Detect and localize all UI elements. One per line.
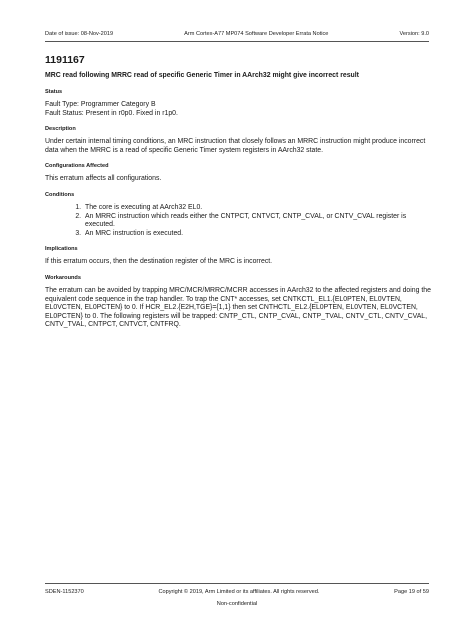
- implications-text: If this erratum occurs, then the destination register of the MRC is incorrect.: [45, 258, 273, 266]
- issue-date: Date of issue: 08-Nov-2019: [45, 31, 114, 37]
- erratum-id: 1191167: [45, 54, 85, 66]
- configurations-heading: Configurations Affected: [45, 163, 109, 170]
- page-footer: [45, 589, 429, 595]
- erratum-title: MRC read following MRRC read of specific Generic Timer in AArch32 might give incorrect result: [45, 72, 359, 79]
- copyright-notice: Copyright © 2019, Arm Limited or its affiliates. All rights reserved.: [158, 589, 320, 595]
- document-id: SDEN-1152370: [45, 589, 84, 595]
- footer-divider: [45, 583, 429, 584]
- fault-type: Fault Type: Programmer Category B: [45, 101, 156, 108]
- configurations-text: This erratum affects all configurations.: [45, 175, 162, 183]
- confidentiality-label: Non-confidential: [216, 601, 258, 607]
- page-content: [45, 54, 432, 338]
- fault-status: Fault Status: Present in r0p0. Fixed in r1p0.: [45, 109, 178, 117]
- page-header: [45, 31, 429, 37]
- conditions-list: [45, 204, 432, 238]
- workarounds-text: The erratum can be avoided by trapping MRC/MCR/MRRC/MCRR accesses in AArch32 to the affected registers and doing the equivalent code sequence in the trap handler. To trap the CNT* accesses, set CNTKCTL_EL1.{EL0PTEN, EL0VTEN, EL0VCTEN, EL0PCTEN} to 0. If HCR_EL2.{E2H,TGE}={1,1} then set CNTHCTL_EL2.{EL0PTEN, EL0VTEN, EL0VCTEN, EL0PCTEN} to 0. The following registers will be trapped: CNTP_CTL, CNTP_CVAL, CNTP_TVAL, CNTV_CTL, CNTV_CVAL, CNTV_TVAL, CNTPCT, CNTVCT, CNTFRQ.: [45, 286, 431, 329]
- conditions-heading: Conditions: [45, 191, 75, 198]
- condition-item: 3. An MRC instruction is executed.: [83, 230, 432, 239]
- header-divider: [45, 41, 429, 42]
- document-version: Version: 9.0: [399, 31, 429, 37]
- description-text: Under certain internal timing conditions, an MRC instruction that closely follows an MRRC instruction might produce incorrect data when the MRRC is a read of specific Generic Timer system registers in AArch32 state.: [45, 138, 426, 154]
- condition-item: 1. The core is executing at AArch32 EL0.: [83, 204, 432, 213]
- page-number: Page 19 of 59: [394, 589, 429, 595]
- condition-item: 2. An MRRC instruction which reads either the CNTPCT, CNTVCT, CNTP_CVAL, or CNTV_CVAL register is executed.: [83, 213, 432, 230]
- implications-heading: Implications: [45, 246, 78, 253]
- status-heading: Status: [45, 89, 63, 95]
- description-heading: Description: [45, 126, 76, 133]
- workarounds-heading: Workarounds: [45, 274, 81, 281]
- status-body: [45, 101, 432, 118]
- document-title: Arm Cortex-A77 MP074 Software Developer Errata Notice: [184, 31, 329, 37]
